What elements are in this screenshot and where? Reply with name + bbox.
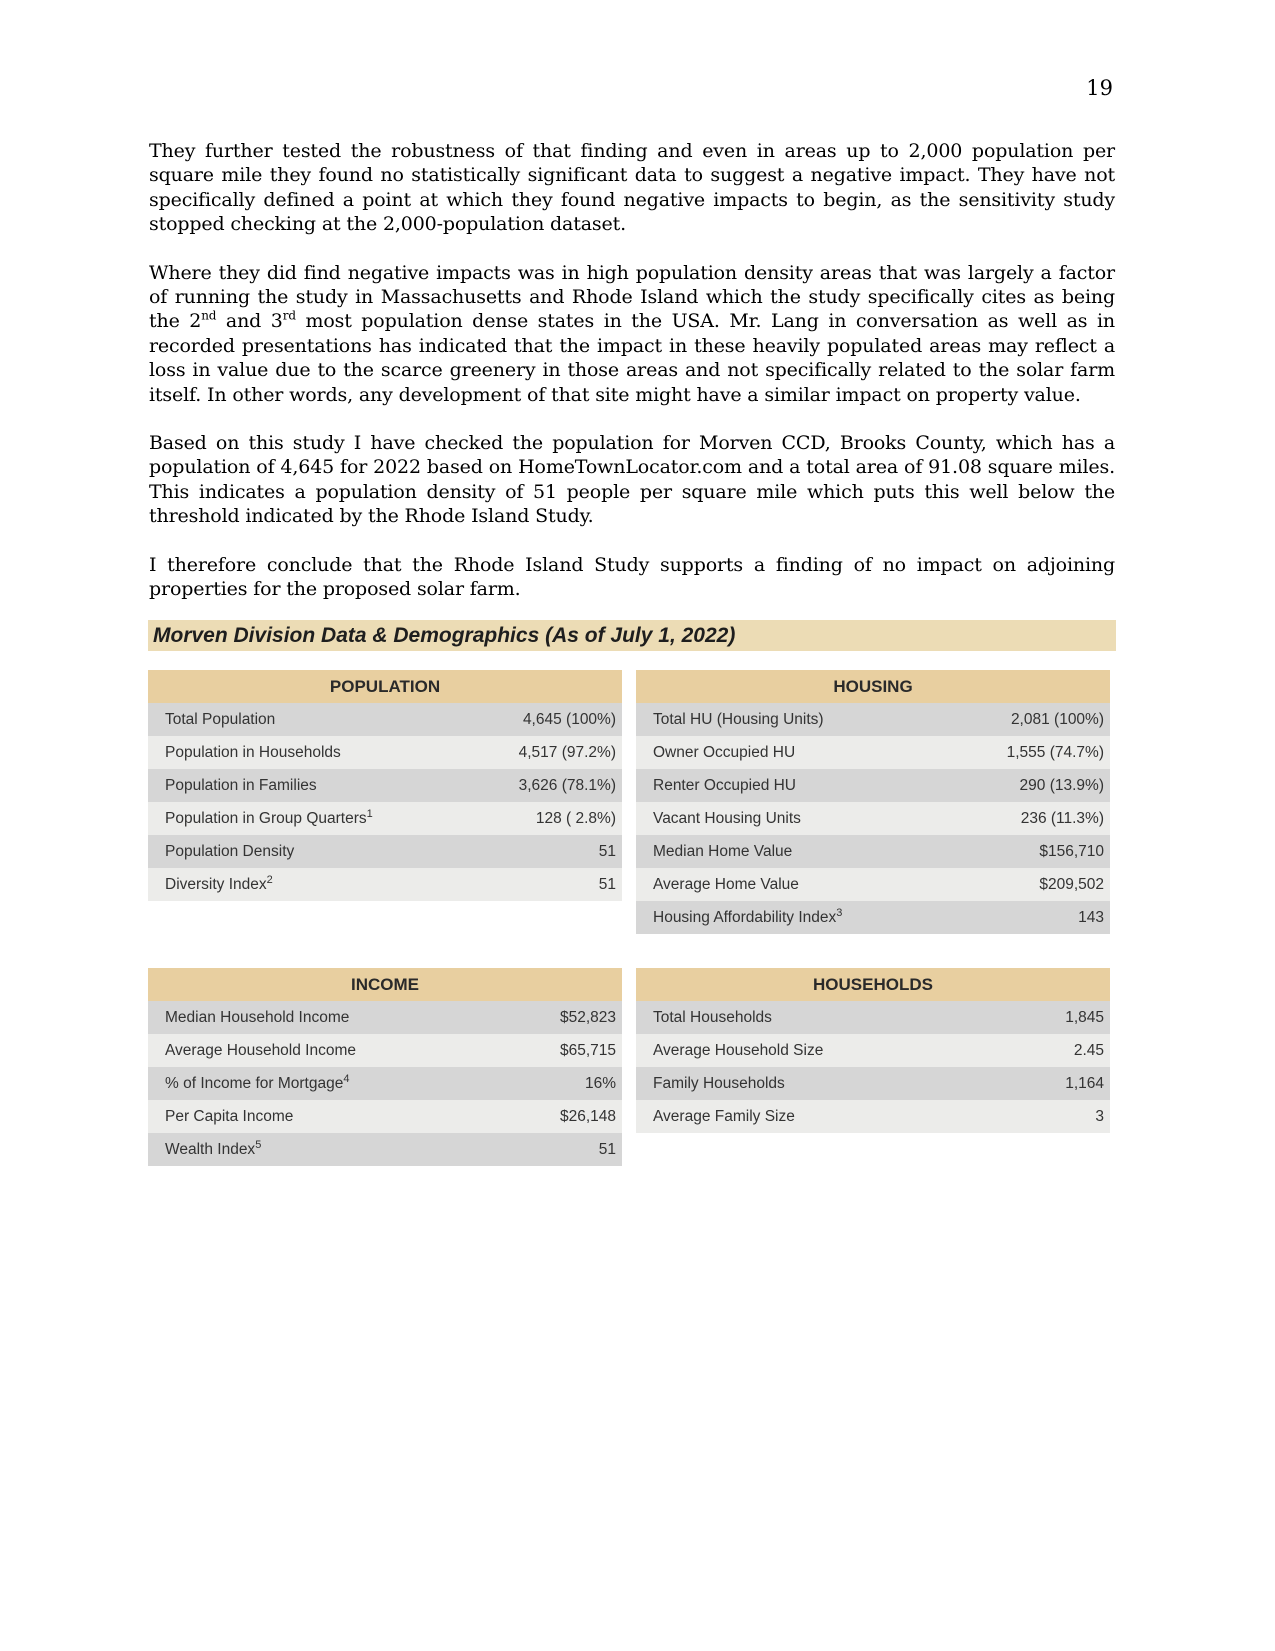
households-panel <box>636 968 1110 1133</box>
row-label-text: Housing Affordability Index <box>653 909 837 927</box>
row-label <box>653 777 796 795</box>
row-label-text: Owner Occupied HU <box>653 743 796 761</box>
row-label <box>165 874 273 894</box>
paragraph-2-part-c: most population dense states in the USA. Mr. Lang in conversation as well as in recorded presentations has indicated that the impact in these heavily populated areas may reflect a loss in value due to the scarce greenery in those areas and not specifically related to the solar farm itself. In other words, any development of that site might have a similar impact on property value. <box>149 310 1115 406</box>
row-label <box>653 1108 795 1126</box>
table-row <box>148 1067 622 1100</box>
row-label-text: Average Household Income <box>165 1041 357 1059</box>
row-value: 143 <box>1078 908 1104 926</box>
table-row <box>148 1100 622 1133</box>
demographics-title: Morven Division Data & Demographics (As of July 1, 2022) <box>148 620 1116 651</box>
row-value: 1,164 <box>1065 1074 1104 1092</box>
table-row <box>636 835 1110 868</box>
row-label <box>165 1073 349 1093</box>
table-row <box>636 736 1110 769</box>
table-row <box>636 1100 1110 1133</box>
housing-rows <box>636 703 1110 934</box>
row-label <box>165 1108 293 1126</box>
row-value: 2.45 <box>1073 1041 1104 1059</box>
row-label <box>653 810 801 828</box>
table-row <box>148 703 622 736</box>
row-value: $209,502 <box>1039 875 1104 893</box>
row-label <box>653 1009 772 1027</box>
row-value: 128 ( 2.8%) <box>535 809 616 827</box>
table-row <box>636 1067 1110 1100</box>
ordinal-suffix-nd: nd <box>201 309 217 324</box>
table-row <box>636 802 1110 835</box>
row-label-text: Renter Occupied HU <box>653 776 797 794</box>
row-label-text: Diversity Index <box>165 876 267 894</box>
table-row <box>636 1034 1110 1067</box>
table-row <box>636 769 1110 802</box>
row-value: $52,823 <box>559 1008 616 1026</box>
row-value: 51 <box>598 842 616 860</box>
row-value: 4,645 (100%) <box>522 710 616 728</box>
row-label-text: Average Family Size <box>653 1107 795 1125</box>
row-label <box>653 876 799 894</box>
row-label-text: Total Population <box>165 710 276 728</box>
row-value: 236 (11.3%) <box>1020 809 1104 827</box>
row-value: 1,555 (74.7%) <box>1006 743 1104 761</box>
row-label-text: Total Households <box>653 1008 772 1026</box>
population-heading: POPULATION <box>148 670 622 703</box>
row-label-text: Family Households <box>653 1074 785 1092</box>
row-value: 51 <box>598 875 616 893</box>
row-value: $26,148 <box>559 1107 616 1125</box>
row-label-text: Population in Families <box>165 776 317 794</box>
row-value: 290 (13.9%) <box>1019 776 1104 794</box>
footnote-marker: 5 <box>255 1139 262 1152</box>
row-value: 1,845 <box>1065 1008 1104 1026</box>
table-row <box>636 1001 1110 1034</box>
row-label-text: Per Capita Income <box>165 1107 294 1125</box>
table-row <box>148 1133 622 1166</box>
row-value: 16% <box>584 1074 616 1092</box>
households-rows <box>636 1001 1110 1133</box>
footnote-marker: 1 <box>366 808 373 821</box>
row-label-text: Average Household Size <box>653 1041 824 1059</box>
row-label <box>653 843 792 861</box>
table-row <box>148 802 622 835</box>
income-panel <box>148 968 622 1166</box>
body-text <box>149 139 1115 626</box>
row-label <box>165 808 373 828</box>
table-row <box>148 868 622 901</box>
footnote-marker: 3 <box>836 907 843 920</box>
row-label-text: Wealth Index <box>165 1141 256 1159</box>
row-label <box>165 744 341 762</box>
row-label-text: Average Home Value <box>653 875 799 893</box>
footnote-marker: 4 <box>343 1073 350 1086</box>
row-label-text: % of Income for Mortgage <box>165 1075 344 1093</box>
paragraph-3: Based on this study I have checked the population for Morven CCD, Brooks County, which has a population of 4,645 for 2022 based on HomeTownLocator.com and a total area of 91.08 square miles. This indicates a population density of 51 people per square mile which puts this well below the threshold indicated by the Rhode Island Study. <box>149 432 1115 528</box>
paragraph-2 <box>149 261 1115 407</box>
row-value: 51 <box>598 1140 616 1158</box>
households-heading: HOUSEHOLDS <box>636 968 1110 1001</box>
row-label <box>165 1042 356 1060</box>
row-label <box>653 907 842 927</box>
population-panel <box>148 670 622 901</box>
table-row <box>148 1034 622 1067</box>
row-label-text: Total HU (Housing Units) <box>653 710 824 728</box>
paragraph-1: They further tested the robustness of that finding and even in areas up to 2,000 population per square mile they found no statistically significant data to suggest a negative impact. They have not specifically defined a point at which they found negative impacts to begin, as the sensitivity study stopped checking at the 2,000-population dataset. <box>149 140 1115 236</box>
row-label-text: Population Density <box>165 842 295 860</box>
row-label-text: Median Home Value <box>653 842 793 860</box>
housing-panel <box>636 670 1110 934</box>
paragraph-2-part-b: and 3 <box>216 310 283 333</box>
table-row <box>636 901 1110 934</box>
table-row <box>636 868 1110 901</box>
row-label <box>653 744 795 762</box>
row-value: $65,715 <box>559 1041 616 1059</box>
row-label <box>653 1042 823 1060</box>
demographics-section <box>148 620 1116 1159</box>
table-row <box>148 1001 622 1034</box>
row-value: 4,517 (97.2%) <box>518 743 616 761</box>
row-label <box>165 777 317 795</box>
page-number: 19 <box>1086 76 1113 100</box>
row-label <box>653 711 824 729</box>
row-label-text: Vacant Housing Units <box>653 809 801 827</box>
ordinal-suffix-rd: rd <box>282 309 296 324</box>
table-row <box>636 703 1110 736</box>
paragraph-2-part-a: Where they did find negative impacts was in high population density areas that was largely a factor of running the study in Massachusetts and Rhode Island which the study specifically cites as being the 2 <box>149 261 1115 333</box>
table-row <box>148 835 622 868</box>
income-rows <box>148 1001 622 1166</box>
row-label <box>165 1139 261 1159</box>
row-label <box>653 1075 785 1093</box>
row-label <box>165 1009 349 1027</box>
paragraph-4: I therefore conclude that the Rhode Island Study supports a finding of no impact on adjoining properties for the proposed solar farm. <box>149 553 1115 601</box>
row-value: 3,626 (78.1%) <box>518 776 616 794</box>
footnote-marker: 2 <box>266 874 273 887</box>
housing-heading: HOUSING <box>636 670 1110 703</box>
row-label <box>165 843 294 861</box>
income-heading: INCOME <box>148 968 622 1001</box>
row-label <box>165 711 275 729</box>
table-row <box>148 736 622 769</box>
row-value: 2,081 (100%) <box>1010 710 1104 728</box>
table-row <box>148 769 622 802</box>
row-label-text: Population in Group Quarters <box>165 810 367 828</box>
row-label-text: Population in Households <box>165 743 341 761</box>
population-rows <box>148 703 622 901</box>
row-value: 3 <box>1095 1107 1104 1125</box>
row-label-text: Median Household Income <box>165 1008 350 1026</box>
row-value: $156,710 <box>1039 842 1104 860</box>
